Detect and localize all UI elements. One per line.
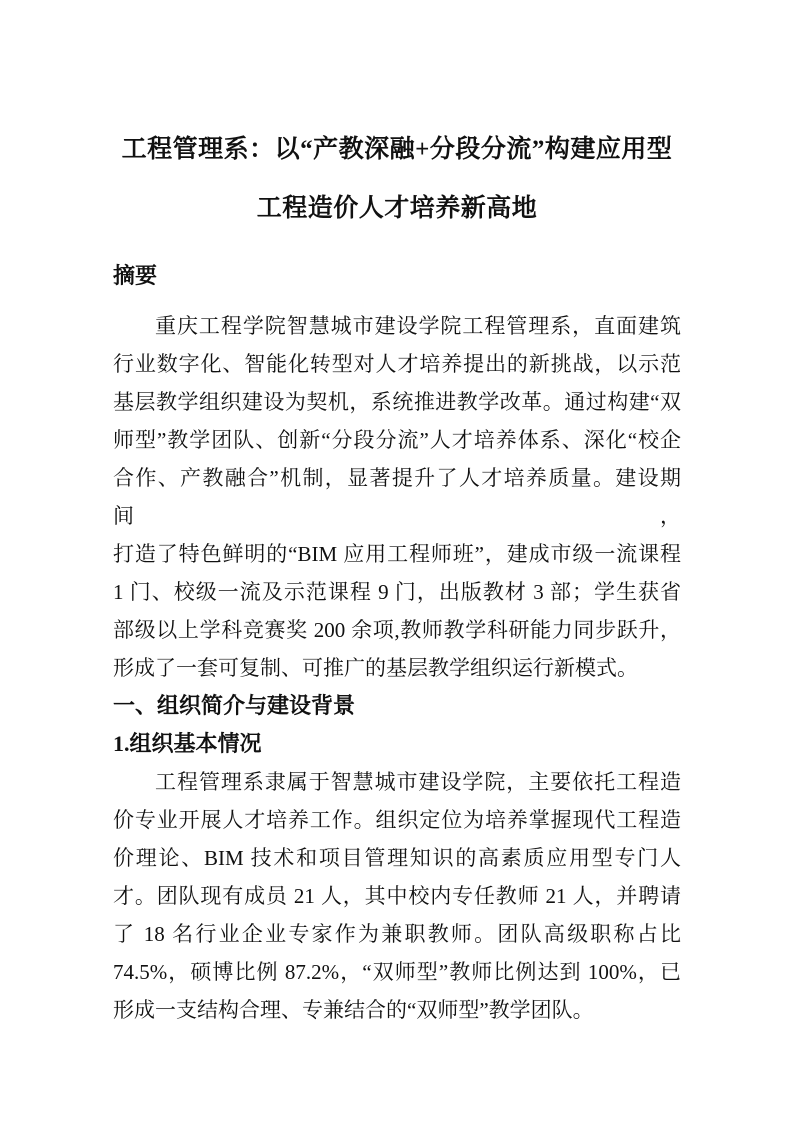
- paragraph-line: 了 18 名行业企业专家作为兼职教师。团队高级职称占比: [113, 921, 681, 946]
- paragraph-line: 工程管理系隶属于智慧城市建设学院，主要依托工程造: [155, 769, 681, 794]
- paragraph-line: 部级以上学科竞赛奖 200 余项,教师教学科研能力同步跃升，: [113, 617, 681, 642]
- paragraph-line: 行业数字化、智能化转型对人才培养提出的新挑战，以示范: [113, 351, 681, 376]
- paragraph-line: 重庆工程学院智慧城市建设学院工程管理系，直面建筑: [155, 313, 681, 338]
- title-line-2: 工程造价人才培养新高地: [256, 194, 538, 222]
- subsection-heading-1-1: 1.组织基本情况: [113, 730, 262, 756]
- paragraph-line: 打造了特色鲜明的“BIM 应用工程师班”，建成市级一流课程: [113, 541, 681, 566]
- title-line-1: 工程管理系：以“产教深融+分段分流”构建应用型: [121, 135, 673, 163]
- org-overview-paragraph: [113, 763, 681, 1029]
- paragraph-line: 形成了一套可复制、可推广的基层教学组织运行新模式。: [113, 655, 638, 680]
- paragraph-line: 价专业开展人才培养工作。组织定位为培养掌握现代工程造: [113, 807, 681, 832]
- paragraph-line: 师型”教学团队、创新“分段分流”人才培养体系、深化“校企: [113, 427, 681, 452]
- paragraph-line: 1 门、校级一流及示范课程 9 门，出版教材 3 部；学生获省: [113, 579, 681, 604]
- paragraph-line: 合作、产教融合”机制，显著提升了人才培养质量。建设期间，: [113, 465, 681, 528]
- document-title: [113, 120, 681, 238]
- abstract-heading: 摘要: [113, 262, 158, 288]
- paragraph-line: 形成一支结构合理、专兼结合的“双师型”教学团队。: [113, 997, 594, 1022]
- section-heading-1: 一、组织简介与建设背景: [113, 692, 356, 718]
- abstract-paragraph: [113, 307, 681, 687]
- paragraph-line: 价理论、BIM 技术和项目管理知识的高素质应用型专门人: [113, 845, 681, 870]
- paragraph-line: 基层教学组织建设为契机，系统推进教学改革。通过构建“双: [113, 389, 681, 414]
- paragraph-line: 才。团队现有成员 21 人，其中校内专任教师 21 人，并聘请: [113, 883, 681, 908]
- paragraph-line: 74.5%，硕博比例 87.2%，“双师型”教师比例达到 100%，已: [113, 959, 681, 984]
